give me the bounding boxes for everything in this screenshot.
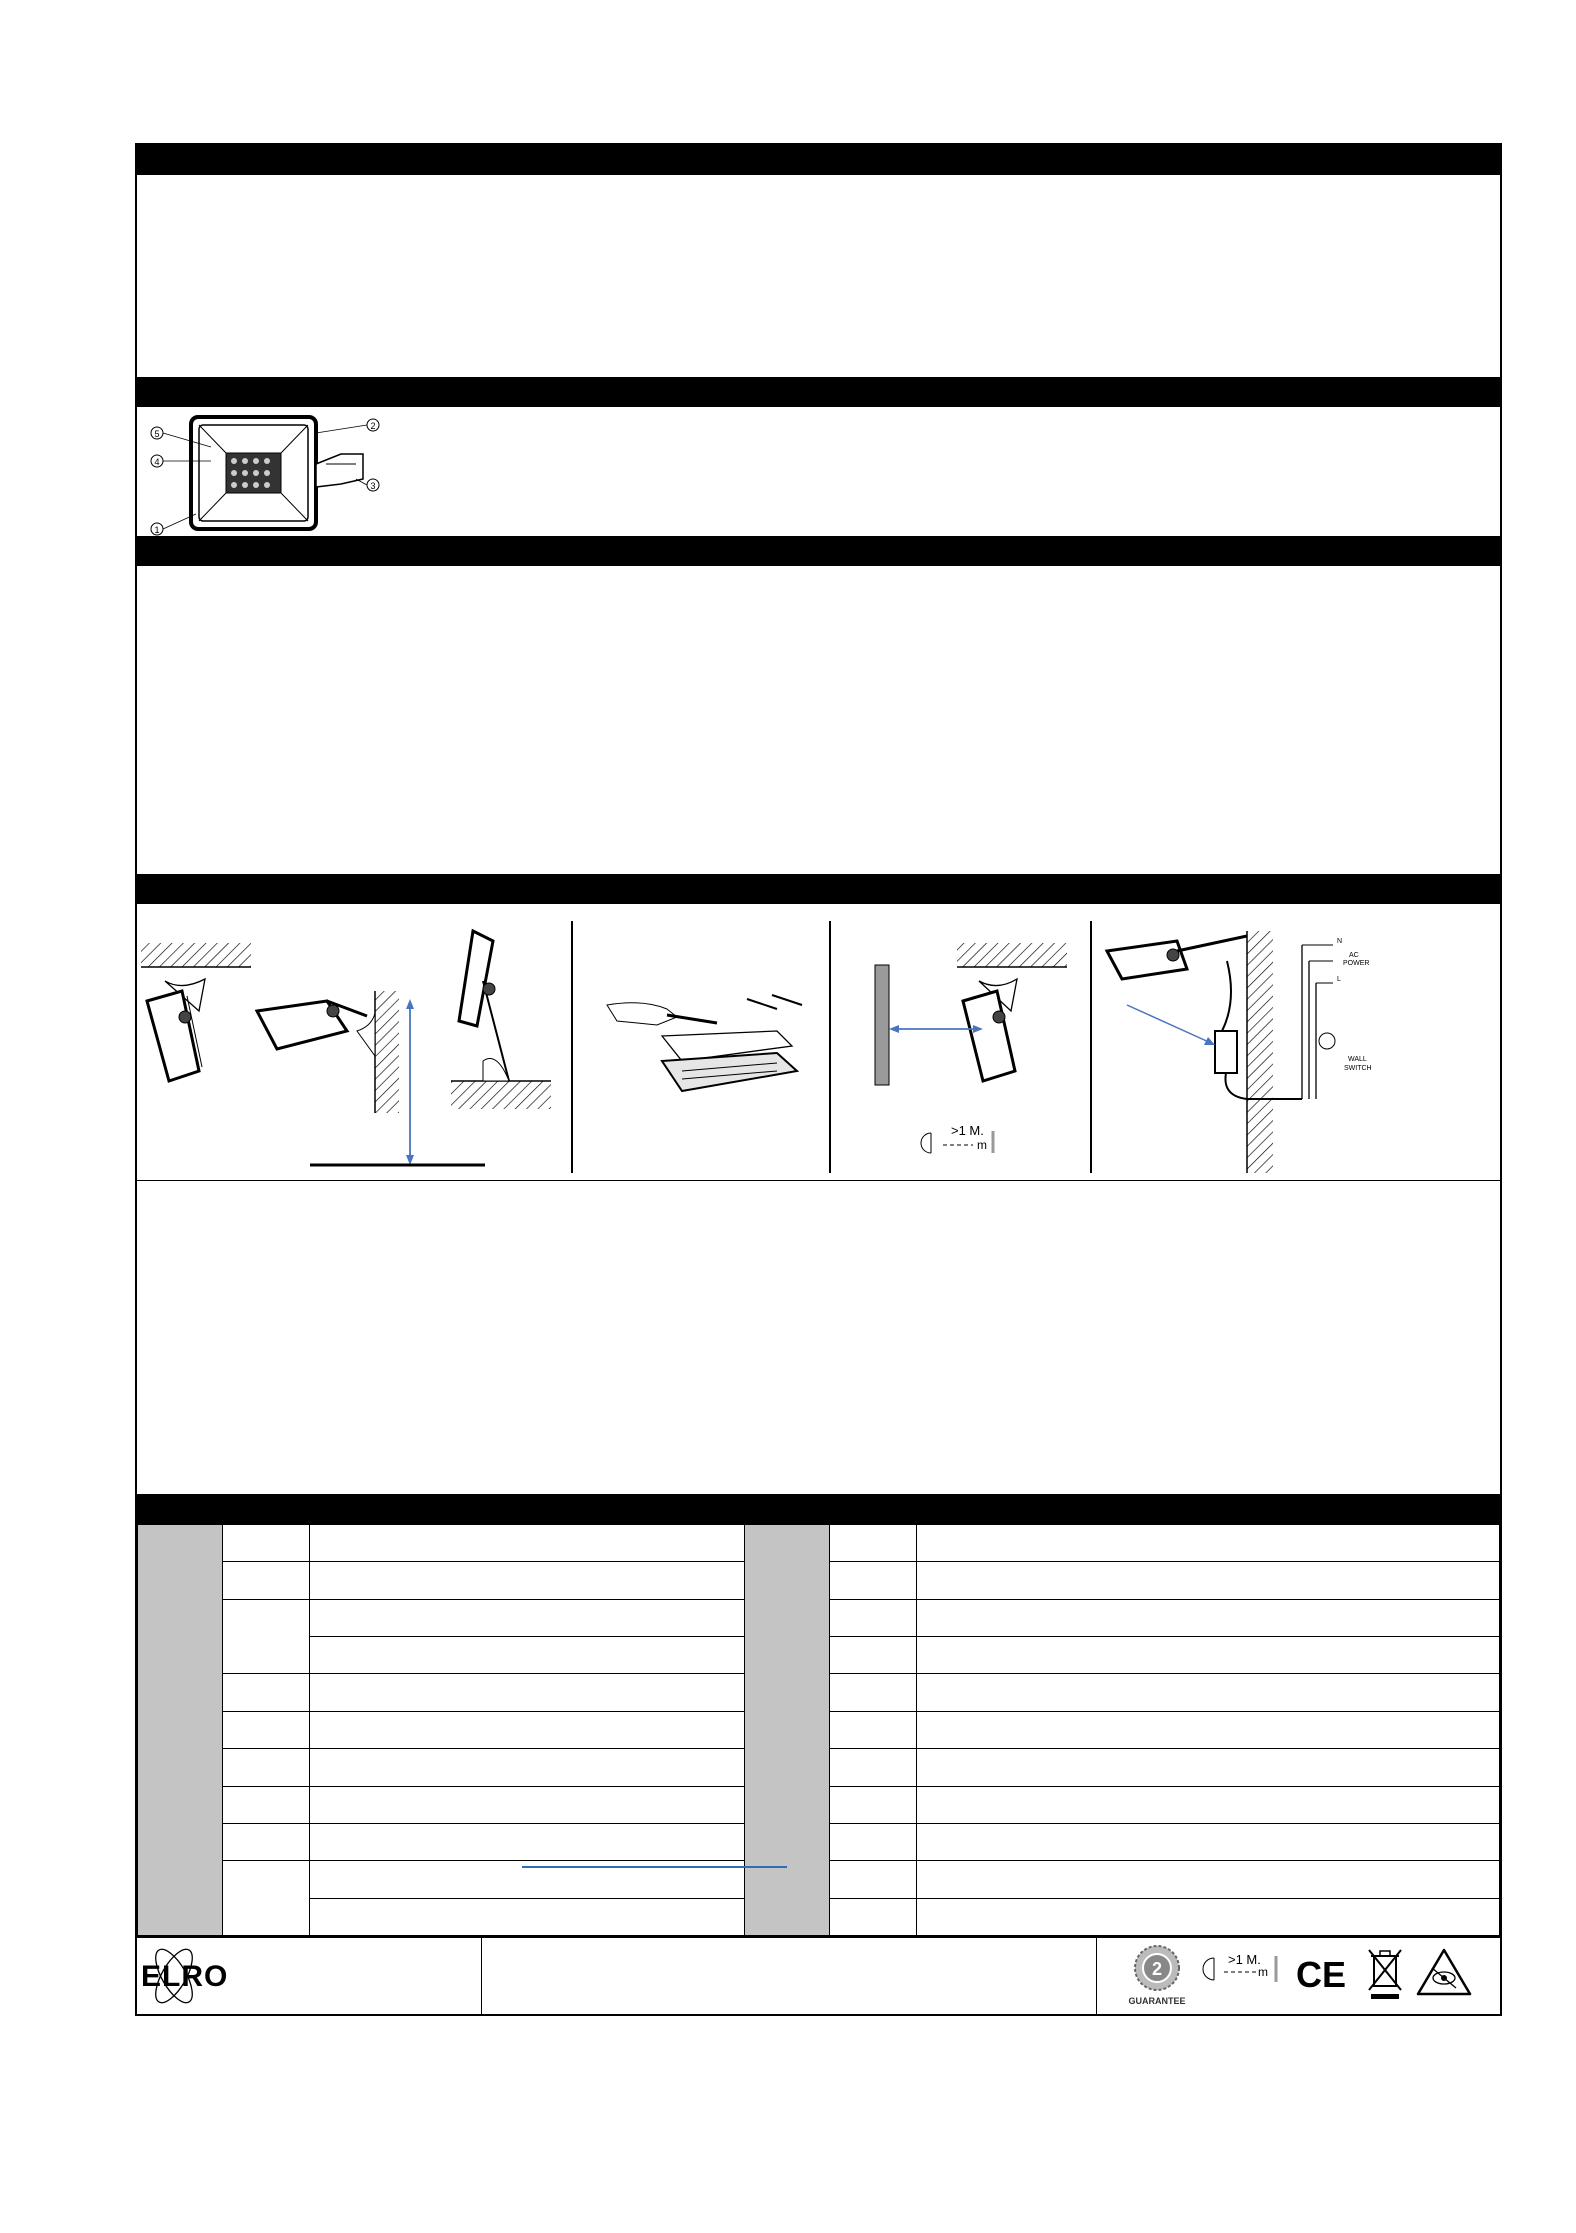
spec-value-cell xyxy=(310,1674,745,1711)
spec-key-cell xyxy=(830,1823,917,1860)
spec-key-cell xyxy=(830,1674,917,1711)
ce-mark-icon xyxy=(1294,1954,1354,1994)
diagram-label-4: 4 xyxy=(154,457,160,467)
spec-key-cell xyxy=(223,1823,310,1860)
guarantee-text: GUARANTEE xyxy=(1128,1996,1186,2006)
elro-logo xyxy=(139,1942,249,2010)
spec-value-cell xyxy=(310,1898,745,1935)
spec-value-cell xyxy=(310,1599,745,1636)
wiring-ac-label: AC xyxy=(1349,952,1359,959)
spec-value-cell xyxy=(917,1786,1500,1823)
wiring-l-label: L xyxy=(1337,976,1341,983)
spec-value-cell xyxy=(310,1823,745,1860)
section-bar-specifications xyxy=(137,1494,1500,1524)
manual-sheet xyxy=(135,143,1502,2016)
section-bar-description xyxy=(137,377,1500,407)
installation-illustrations xyxy=(137,921,1500,1181)
spec-key-cell xyxy=(223,1674,310,1711)
spec-key-cell xyxy=(830,1525,917,1562)
spec-value-cell xyxy=(310,1786,745,1823)
spec-key-cell xyxy=(830,1637,917,1674)
footer-distance-label: >1 M. xyxy=(1228,1952,1261,1967)
spec-value-cell xyxy=(917,1749,1500,1786)
spec-group-cell-right xyxy=(745,1525,830,1936)
spec-value-cell xyxy=(310,1749,745,1786)
brand-name: ELRO xyxy=(141,1960,229,1993)
spec-key-cell xyxy=(830,1599,917,1636)
spec-value-cell xyxy=(917,1562,1500,1599)
footer-divider-2 xyxy=(1096,1938,1097,2016)
spec-key-cell xyxy=(223,1749,310,1786)
spec-key-cell xyxy=(223,1562,310,1599)
spec-key-cell xyxy=(830,1711,917,1748)
specifications-table xyxy=(137,1524,1500,1936)
spec-key-cell xyxy=(223,1525,310,1562)
spec-value-cell xyxy=(310,1711,745,1748)
spec-value-cell xyxy=(917,1637,1500,1674)
diagram-label-1: 1 xyxy=(154,525,160,535)
diagram-label-3: 3 xyxy=(370,481,376,491)
section-bar-safety xyxy=(137,536,1500,566)
spec-key-cell xyxy=(830,1861,917,1898)
spec-value-cell xyxy=(917,1711,1500,1748)
spec-key-cell xyxy=(223,1786,310,1823)
warning-eye-icon xyxy=(1414,1946,1474,2000)
spec-value-cell xyxy=(917,1599,1500,1636)
install-distance-label: >1 M. xyxy=(951,1123,984,1138)
spec-value-cell xyxy=(310,1562,745,1599)
product-diagram xyxy=(141,409,381,539)
spec-value-cell xyxy=(310,1637,745,1674)
spec-value-cell xyxy=(917,1525,1500,1562)
weee-bin-icon xyxy=(1365,1946,1405,2000)
ce-mark: CE xyxy=(1296,1954,1347,1994)
spec-group-cell-left xyxy=(138,1525,223,1936)
distance-symbol xyxy=(1202,1950,1286,1990)
spec-value-cell xyxy=(917,1823,1500,1860)
website-link-underline[interactable] xyxy=(522,1866,787,1868)
spec-value-cell xyxy=(917,1898,1500,1935)
section-bar-installation xyxy=(137,874,1500,904)
wiring-switch-label: SWITCH xyxy=(1344,1065,1372,1072)
footer-distance-unit: m xyxy=(1258,1965,1268,1979)
spec-key-cell xyxy=(830,1898,917,1935)
wiring-power-label: POWER xyxy=(1343,960,1370,967)
footer-divider-1 xyxy=(481,1938,482,2016)
spec-value-cell xyxy=(917,1861,1500,1898)
spec-key-cell xyxy=(223,1861,310,1936)
diagram-label-2: 2 xyxy=(370,421,376,431)
spec-key-cell xyxy=(830,1749,917,1786)
spec-key-cell xyxy=(223,1599,310,1674)
wiring-wall-label: WALL xyxy=(1348,1056,1367,1063)
footer xyxy=(137,1936,1500,2016)
spec-value-cell xyxy=(917,1674,1500,1711)
spec-key-cell xyxy=(830,1786,917,1823)
guarantee-badge xyxy=(1122,1944,1192,2010)
spec-key-cell xyxy=(223,1711,310,1748)
section-bar-intro xyxy=(137,145,1500,175)
spec-key-cell xyxy=(830,1562,917,1599)
guarantee-years: 2 xyxy=(1151,1959,1163,1979)
install-distance-unit: m xyxy=(977,1138,987,1152)
spec-value-cell xyxy=(310,1525,745,1562)
diagram-label-5: 5 xyxy=(154,429,160,439)
wiring-n-label: N xyxy=(1337,938,1343,945)
